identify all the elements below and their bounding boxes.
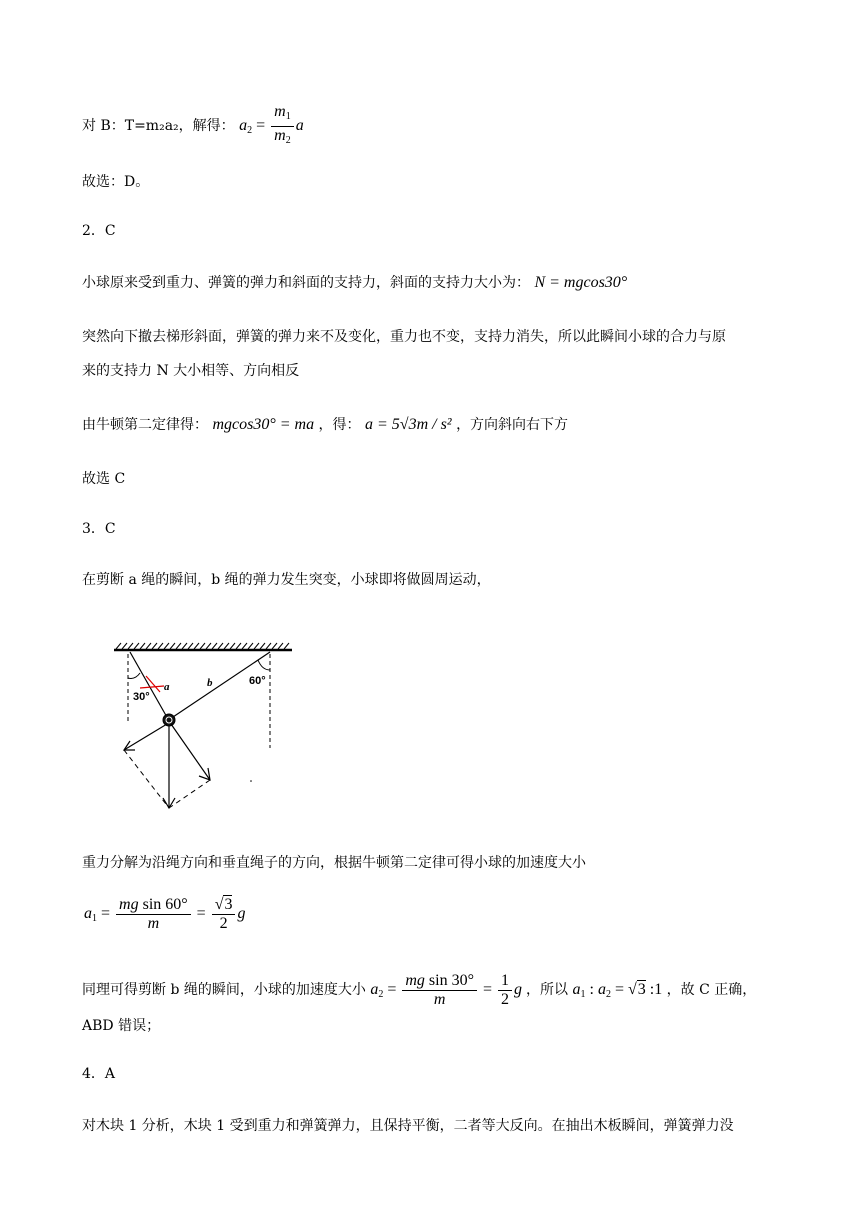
line-cut-rope-b — [82, 972, 756, 1009]
ceiling-hatching — [116, 643, 289, 649]
formula-a2: $a_2$ = $\frac{m_1}{m_2}$ a — [239, 103, 304, 146]
formula-ratio: $a_1$ : $a_2 = √3$ :1 — [572, 981, 663, 1001]
text-newton-mid: ，得： — [318, 417, 361, 433]
formula-acceleration: a = 5√3m / s² — [365, 416, 452, 433]
line-decompose-gravity: 重力分解为沿绳方向和垂直绳子的方向，根据牛顿第二定律可得小球的加速度大小 — [82, 855, 586, 871]
rope-label-b: b — [207, 677, 213, 689]
line-abd-wrong: ABD 错误； — [82, 1018, 161, 1034]
text-cut-b-mid: ，所以 — [526, 982, 569, 999]
question-3-heading: 3．C — [82, 521, 116, 537]
formula-normal-force: N = mgcos30° — [534, 274, 628, 291]
line-support-force — [82, 273, 627, 293]
angle-arc-right — [258, 660, 270, 670]
question-2-heading: 2．C — [82, 223, 116, 239]
line-newton-law — [82, 415, 568, 435]
text-newton-prefix: 由牛顿第二定律得： — [82, 417, 208, 433]
component-perpendicular-arrow — [171, 724, 210, 780]
rope-a — [130, 652, 168, 719]
dashed-edge-left — [124, 750, 169, 808]
text-support-force: 小球原来受到重力、弹簧的弹力和斜面的支持力，斜面的支持力大小为： — [82, 275, 530, 291]
rope-ball-diagram — [108, 640, 308, 815]
answer-d: 故选：D。 — [82, 174, 150, 190]
question-4-heading: 4．A — [82, 1066, 116, 1082]
rope-label-a: a — [164, 681, 170, 693]
line-remove-slope: 突然向下撤去梯形斜面，弹簧的弹力来不及变化，重力也不变，支持力消失，所以此瞬间小球的合力与原 — [82, 329, 726, 345]
angle-label-right: 60° — [249, 675, 266, 687]
line-opposite-direction: 来的支持力 N 大小相等、方向相反 — [82, 363, 300, 379]
formula-newton: mgcos30° = ma — [212, 416, 315, 433]
angle-label-left: 30° — [133, 691, 150, 703]
text-cut-b-suffix: ，故 C 正确， — [666, 982, 757, 999]
line-solution-b — [82, 103, 304, 150]
ball — [163, 714, 175, 726]
text-b-equation: 对 B：T=m₂a₂，解得： — [82, 118, 235, 135]
formula-a1: $a_1$ = $\frac{\text{mg sin 60°}}{m}$ = $\frac{√3}{2}$ g — [84, 896, 246, 932]
answer-c: 故选 C — [82, 471, 126, 487]
text-newton-suffix: ，方向斜向右下方 — [456, 417, 569, 433]
formula-a2-sin30: $a_2$ = $\frac{\text{mg sin 30°}}{m}$ = $\frac{1}{2}$ g — [370, 972, 523, 1008]
line-block-analysis: 对木块 1 分析，木块 1 受到重力和弹簧弹力，且保持平衡，二者等大反向。在抽出木板瞬间，弹簧弹力没 — [82, 1118, 734, 1134]
text-cut-b-prefix: 同理可得剪断 b 绳的瞬间，小球的加速度大小 — [82, 982, 366, 999]
dashed-edge-right — [169, 780, 210, 808]
component-along-rope-arrow — [124, 724, 167, 750]
angle-arc-left — [128, 673, 140, 678]
line-cut-rope-a: 在剪断 a 绳的瞬间，b 绳的弹力发生突变，小球即将做圆周运动， — [82, 572, 491, 588]
